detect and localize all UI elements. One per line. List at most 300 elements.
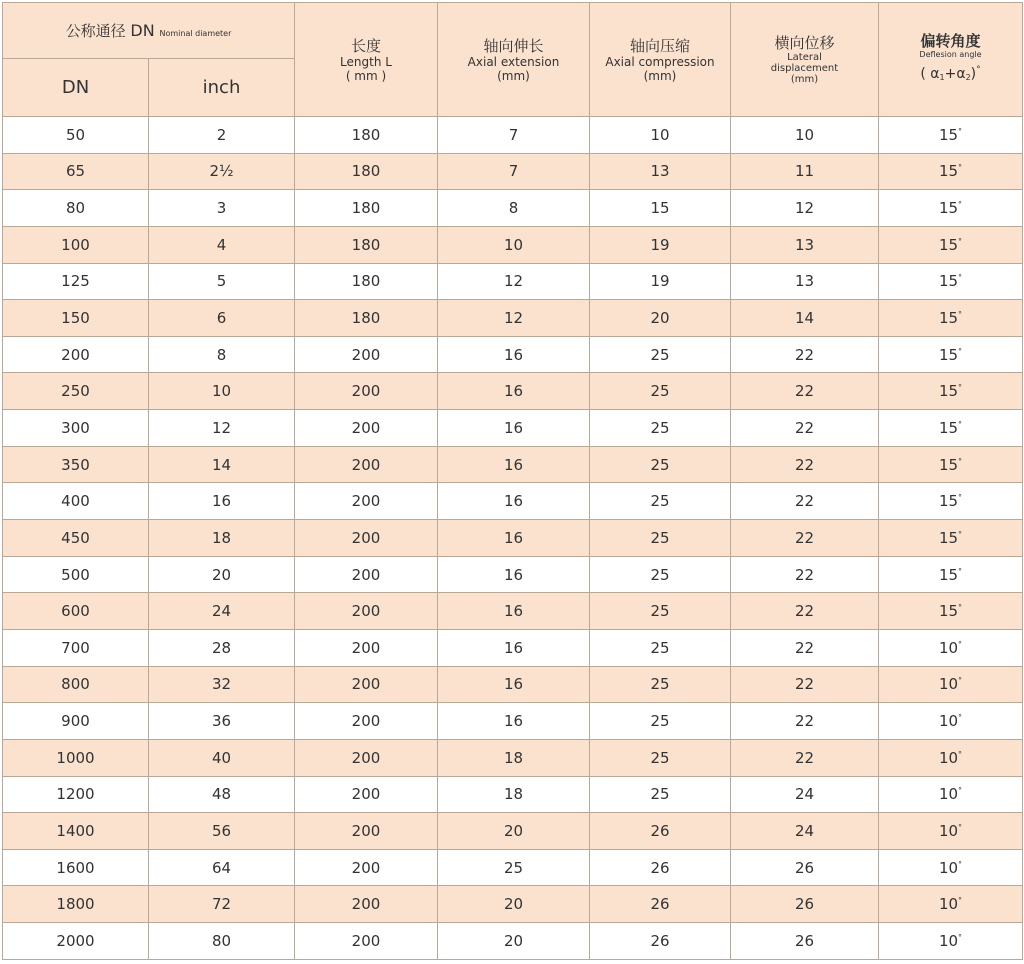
axial-compression-cell xyxy=(590,117,731,154)
inch-cell-value: 56 xyxy=(211,821,232,840)
length-cell-value: 200 xyxy=(351,638,381,657)
length-cell xyxy=(295,776,438,813)
formula-open: ( xyxy=(920,66,926,82)
inch-cell-value: 14 xyxy=(211,455,232,474)
axial-extension-cell-value: 12 xyxy=(503,309,524,328)
axial-extension-cell-value: 16 xyxy=(503,345,524,364)
lateral-displacement-cell-value: 22 xyxy=(794,345,815,364)
axial-extension-cell xyxy=(438,483,590,520)
deflection-angle-cell-value: 10 xyxy=(938,858,959,877)
lateral-displacement-cell-value: 22 xyxy=(794,675,815,694)
inch-cell xyxy=(149,556,295,593)
axial-compression-cell xyxy=(590,153,731,190)
axial-compression-cell xyxy=(590,446,731,483)
dn-cell-value: 2000 xyxy=(56,932,95,951)
nominal-diameter-zh: 公称通径 xyxy=(65,22,126,40)
axial-compression-cell-value: 26 xyxy=(650,821,670,840)
dn-cell-value: 1400 xyxy=(56,821,95,840)
length-zh: 长度 xyxy=(350,36,381,55)
inch-cell xyxy=(149,226,295,263)
degree-mark: ° xyxy=(958,273,963,283)
deflection-angle-cell xyxy=(879,373,1023,410)
length-cell-value: 180 xyxy=(351,272,381,291)
axial-compression-cell xyxy=(590,886,731,923)
axial-extension-cell-value: 16 xyxy=(503,492,524,511)
axial-extension-zh: 轴向伸长 xyxy=(483,36,544,55)
degree-mark: ° xyxy=(958,896,963,906)
dn-cell-value: 80 xyxy=(65,199,86,218)
degree-mark: ° xyxy=(958,456,963,466)
deflection-angle-cell-value: 15 xyxy=(938,272,959,291)
length-cell-value: 200 xyxy=(351,418,381,437)
axial-extension-cell-value: 12 xyxy=(503,272,524,291)
inch-cell xyxy=(149,629,295,666)
axial-compression-zh: 轴向压缩 xyxy=(629,36,690,55)
length-cell-value: 200 xyxy=(351,345,381,364)
length-cell-value: 180 xyxy=(351,162,381,181)
axial-compression-cell-value: 25 xyxy=(650,492,670,511)
length-cell xyxy=(295,520,438,557)
lateral-displacement-cell-value: 22 xyxy=(794,455,815,474)
axial-compression-cell xyxy=(590,190,731,227)
formula-alpha-1: α xyxy=(930,66,940,82)
inch-cell xyxy=(149,813,295,850)
lateral-displacement-cell xyxy=(731,886,879,923)
dn-cell-value: 500 xyxy=(61,565,90,584)
dn-cell xyxy=(3,117,149,154)
axial-compression-cell-value: 25 xyxy=(650,638,670,657)
inch-cell-value: 5 xyxy=(216,272,227,291)
deflection-angle-cell-value: 15 xyxy=(938,345,959,364)
degree-mark: ° xyxy=(958,200,963,210)
deflection-angle-cell xyxy=(879,629,1023,666)
dn-cell-value: 900 xyxy=(61,712,90,731)
deflection-angle-header xyxy=(879,3,1023,117)
lateral-displacement-cell xyxy=(731,373,879,410)
lateral-displacement-cell-value: 22 xyxy=(794,712,815,731)
deflection-angle-cell-value: 10 xyxy=(938,712,959,731)
deflection-en: Deflesion angle xyxy=(919,50,982,59)
length-cell xyxy=(295,886,438,923)
length-header xyxy=(295,3,438,117)
table-row xyxy=(3,336,1023,373)
deflection-angle-cell-value: 15 xyxy=(938,602,959,621)
deflection-angle-cell xyxy=(879,776,1023,813)
deflection-angle-cell xyxy=(879,263,1023,300)
deflection-angle-cell xyxy=(879,190,1023,227)
axial-extension-cell-value: 10 xyxy=(503,235,524,254)
axial-extension-cell xyxy=(438,520,590,557)
table-row xyxy=(3,153,1023,190)
axial-compression-cell xyxy=(590,263,731,300)
lateral-displacement-cell xyxy=(731,483,879,520)
axial-extension-cell xyxy=(438,629,590,666)
lateral-displacement-cell xyxy=(731,410,879,447)
lateral-displacement-cell xyxy=(731,300,879,337)
inch-cell xyxy=(149,300,295,337)
axial-extension-cell-value: 7 xyxy=(508,125,519,144)
axial-compression-cell xyxy=(590,556,731,593)
degree-mark: ° xyxy=(958,346,963,356)
formula-sub-2: 2 xyxy=(965,73,971,82)
axial-extension-cell-value: 16 xyxy=(503,382,524,401)
lateral-displacement-cell xyxy=(731,739,879,776)
deflection-angle-cell-value: 15 xyxy=(938,199,959,218)
deflection-angle-cell xyxy=(879,117,1023,154)
dn-cell-value: 450 xyxy=(61,528,90,547)
axial-extension-cell-value: 8 xyxy=(508,199,519,218)
deflection-angle-cell-value: 15 xyxy=(938,162,959,181)
lateral-displacement-cell xyxy=(731,849,879,886)
lateral-displacement-cell-value: 10 xyxy=(794,125,815,144)
dn-cell xyxy=(3,886,149,923)
axial-compression-cell-value: 26 xyxy=(650,858,670,877)
degree-mark: ° xyxy=(958,749,963,759)
lateral-displacement-cell-value: 24 xyxy=(794,785,815,804)
length-cell xyxy=(295,226,438,263)
length-cell-value: 200 xyxy=(351,675,381,694)
dn-cell xyxy=(3,226,149,263)
deflection-angle-cell xyxy=(879,849,1023,886)
deflection-angle-cell-value: 10 xyxy=(938,895,959,914)
length-cell xyxy=(295,703,438,740)
dn-cell xyxy=(3,336,149,373)
deflection-angle-cell xyxy=(879,923,1023,960)
length-cell-value: 200 xyxy=(351,565,381,584)
axial-extension-unit: (mm) xyxy=(497,68,530,83)
dn-header: DN xyxy=(3,59,149,117)
dn-cell-value: 1800 xyxy=(56,895,95,914)
dn-cell-value: 65 xyxy=(65,162,86,181)
axial-compression-cell xyxy=(590,849,731,886)
table-body xyxy=(3,117,1023,960)
length-cell-value: 200 xyxy=(351,785,381,804)
lateral-displacement-cell xyxy=(731,556,879,593)
deflection-zh: 偏转角度 xyxy=(920,32,981,50)
axial-extension-cell-value: 18 xyxy=(503,748,524,767)
axial-extension-cell xyxy=(438,593,590,630)
lateral-displacement-cell-value: 13 xyxy=(794,272,815,291)
deflection-angle-cell-value: 10 xyxy=(938,821,959,840)
length-cell xyxy=(295,923,438,960)
lateral-en-2: displacement xyxy=(770,63,839,74)
axial-compression-cell xyxy=(590,813,731,850)
lateral-displacement-cell xyxy=(731,593,879,630)
lateral-displacement-cell-value: 22 xyxy=(794,382,815,401)
length-cell-value: 200 xyxy=(351,895,381,914)
deflection-angle-cell-value: 15 xyxy=(938,528,959,547)
inch-cell xyxy=(149,483,295,520)
deflection-angle-cell xyxy=(879,336,1023,373)
deflection-angle-cell xyxy=(879,226,1023,263)
lateral-displacement-cell-value: 22 xyxy=(794,602,815,621)
dn-cell-value: 1600 xyxy=(56,858,95,877)
table-row xyxy=(3,813,1023,850)
length-cell-value: 200 xyxy=(351,712,381,731)
dn-cell-value: 200 xyxy=(61,345,90,364)
deflection-angle-cell-value: 10 xyxy=(938,785,959,804)
lateral-displacement-cell xyxy=(731,446,879,483)
lateral-displacement-cell xyxy=(731,226,879,263)
table-row xyxy=(3,923,1023,960)
table-row xyxy=(3,703,1023,740)
axial-extension-cell xyxy=(438,739,590,776)
table-row xyxy=(3,739,1023,776)
axial-compression-cell-value: 25 xyxy=(650,785,670,804)
degree-mark: ° xyxy=(958,713,963,723)
length-cell xyxy=(295,446,438,483)
inch-cell-value: 6 xyxy=(216,309,227,328)
deflection-angle-cell-value: 15 xyxy=(938,125,959,144)
length-cell xyxy=(295,629,438,666)
axial-extension-cell xyxy=(438,776,590,813)
axial-extension-cell-value: 16 xyxy=(503,675,524,694)
axial-compression-cell-value: 25 xyxy=(650,418,670,437)
inch-cell-value: 10 xyxy=(211,382,232,401)
length-cell-value: 200 xyxy=(351,858,381,877)
table-row xyxy=(3,629,1023,666)
length-cell xyxy=(295,117,438,154)
length-cell-value: 200 xyxy=(351,932,381,951)
dn-cell xyxy=(3,483,149,520)
inch-cell xyxy=(149,446,295,483)
dn-cell xyxy=(3,593,149,630)
dn-cell xyxy=(3,373,149,410)
axial-extension-cell-value: 18 xyxy=(503,785,524,804)
lateral-displacement-cell xyxy=(731,813,879,850)
length-cell xyxy=(295,190,438,227)
axial-extension-cell xyxy=(438,336,590,373)
axial-compression-cell-value: 15 xyxy=(650,199,670,218)
lateral-displacement-cell-value: 26 xyxy=(794,895,815,914)
inch-header: inch xyxy=(149,59,295,117)
table-row xyxy=(3,410,1023,447)
deflection-angle-cell xyxy=(879,483,1023,520)
axial-compression-cell-value: 25 xyxy=(650,565,670,584)
axial-compression-cell xyxy=(590,483,731,520)
lateral-displacement-cell xyxy=(731,520,879,557)
axial-extension-cell xyxy=(438,446,590,483)
lateral-displacement-cell xyxy=(731,153,879,190)
length-cell-value: 200 xyxy=(351,748,381,767)
table-row xyxy=(3,373,1023,410)
dn-cell xyxy=(3,813,149,850)
axial-compression-cell-value: 25 xyxy=(650,345,670,364)
length-cell xyxy=(295,666,438,703)
dn-cell-value: 150 xyxy=(61,309,90,328)
axial-compression-cell-value: 19 xyxy=(650,235,670,254)
formula-plus: + xyxy=(944,66,957,82)
table-row xyxy=(3,117,1023,154)
inch-cell-value: 4 xyxy=(216,235,227,254)
length-cell-value: 200 xyxy=(351,528,381,547)
degree-mark: ° xyxy=(958,310,963,320)
length-cell xyxy=(295,373,438,410)
deflection-angle-cell-value: 15 xyxy=(938,382,959,401)
axial-extension-cell xyxy=(438,373,590,410)
axial-extension-cell-value: 16 xyxy=(503,418,524,437)
inch-cell-value: 2 xyxy=(216,125,227,144)
inch-cell xyxy=(149,336,295,373)
axial-compression-header xyxy=(590,3,731,117)
inch-cell-value: 72 xyxy=(211,895,232,914)
axial-compression-cell xyxy=(590,520,731,557)
axial-extension-cell-value: 7 xyxy=(508,162,519,181)
formula-sub-1: 1 xyxy=(939,73,945,82)
axial-extension-cell xyxy=(438,153,590,190)
axial-compression-cell xyxy=(590,923,731,960)
axial-compression-cell-value: 20 xyxy=(650,309,670,328)
lateral-displacement-cell xyxy=(731,263,879,300)
lateral-displacement-cell xyxy=(731,190,879,227)
deflection-formula xyxy=(879,61,1022,87)
table-row xyxy=(3,263,1023,300)
length-cell xyxy=(295,483,438,520)
deflection-angle-cell-value: 10 xyxy=(938,638,959,657)
axial-extension-cell xyxy=(438,410,590,447)
degree-mark: ° xyxy=(958,822,963,832)
lateral-displacement-cell xyxy=(731,117,879,154)
lateral-displacement-cell xyxy=(731,666,879,703)
axial-extension-en: Axial extension xyxy=(467,54,560,69)
degree-mark: ° xyxy=(958,786,963,796)
lateral-displacement-cell xyxy=(731,629,879,666)
axial-compression-cell xyxy=(590,776,731,813)
axial-compression-cell xyxy=(590,373,731,410)
table-row xyxy=(3,776,1023,813)
deflection-angle-cell xyxy=(879,446,1023,483)
length-cell-value: 180 xyxy=(351,309,381,328)
degree-mark: ° xyxy=(958,676,963,686)
nominal-diameter-header xyxy=(3,3,295,59)
axial-extension-cell xyxy=(438,923,590,960)
axial-compression-cell xyxy=(590,226,731,263)
table-row xyxy=(3,446,1023,483)
inch-cell xyxy=(149,190,295,227)
table-row xyxy=(3,226,1023,263)
nominal-diameter-code: DN xyxy=(130,21,155,40)
dn-cell xyxy=(3,776,149,813)
degree-mark: ° xyxy=(958,126,963,136)
dn-cell-value: 250 xyxy=(61,382,90,401)
inch-cell-value: 3 xyxy=(216,199,227,218)
lateral-displacement-cell-value: 11 xyxy=(794,162,815,181)
inch-cell-value: 48 xyxy=(211,785,232,804)
length-cell-value: 180 xyxy=(351,235,381,254)
dn-cell xyxy=(3,739,149,776)
dn-cell-value: 600 xyxy=(61,602,90,621)
deflection-angle-cell-value: 15 xyxy=(938,492,959,511)
inch-cell xyxy=(149,923,295,960)
inch-cell xyxy=(149,520,295,557)
axial-compression-en: Axial compression xyxy=(605,54,715,69)
table-row xyxy=(3,886,1023,923)
axial-compression-cell-value: 25 xyxy=(650,528,670,547)
dn-cell-value: 1200 xyxy=(56,785,95,804)
inch-cell-value: 40 xyxy=(211,748,232,767)
deflection-angle-cell-value: 10 xyxy=(938,675,959,694)
degree-mark: ° xyxy=(958,529,963,539)
length-cell xyxy=(295,739,438,776)
table-row xyxy=(3,666,1023,703)
axial-compression-cell-value: 25 xyxy=(650,382,670,401)
inch-cell xyxy=(149,263,295,300)
axial-extension-header xyxy=(438,3,590,117)
inch-cell-value: 16 xyxy=(211,492,232,511)
deflection-angle-cell xyxy=(879,666,1023,703)
degree-mark: ° xyxy=(958,163,963,173)
lateral-displacement-cell-value: 22 xyxy=(794,492,815,511)
length-cell-value: 200 xyxy=(351,602,381,621)
lateral-displacement-cell-value: 22 xyxy=(794,565,815,584)
inch-cell-value: 32 xyxy=(211,675,232,694)
formula-degree: ° xyxy=(976,65,981,75)
deflection-angle-cell-value: 15 xyxy=(938,309,959,328)
deflection-angle-cell-value: 10 xyxy=(938,932,959,951)
dn-cell xyxy=(3,263,149,300)
lateral-displacement-cell xyxy=(731,336,879,373)
dn-cell-value: 125 xyxy=(61,272,90,291)
axial-extension-cell-value: 25 xyxy=(503,858,524,877)
axial-compression-cell-value: 19 xyxy=(650,272,670,291)
axial-extension-cell xyxy=(438,117,590,154)
nominal-diameter-en: Nominal diameter xyxy=(159,29,232,38)
axial-compression-cell-value: 25 xyxy=(650,748,670,767)
dn-cell xyxy=(3,629,149,666)
deflection-angle-cell xyxy=(879,813,1023,850)
axial-extension-cell xyxy=(438,300,590,337)
dn-cell-value: 300 xyxy=(61,418,90,437)
lateral-displacement-cell-value: 12 xyxy=(794,199,815,218)
axial-extension-cell xyxy=(438,556,590,593)
dn-cell xyxy=(3,300,149,337)
deflection-angle-cell xyxy=(879,153,1023,190)
axial-extension-cell xyxy=(438,703,590,740)
length-cell xyxy=(295,849,438,886)
deflection-angle-cell-value: 15 xyxy=(938,418,959,437)
length-cell xyxy=(295,336,438,373)
axial-extension-cell xyxy=(438,886,590,923)
inch-cell xyxy=(149,373,295,410)
lateral-displacement-cell-value: 26 xyxy=(794,932,815,951)
axial-extension-cell xyxy=(438,813,590,850)
specification-table xyxy=(2,2,1023,960)
axial-compression-cell-value: 25 xyxy=(650,712,670,731)
length-en: Length L xyxy=(340,54,392,69)
degree-mark: ° xyxy=(958,236,963,246)
axial-extension-cell-value: 16 xyxy=(503,602,524,621)
inch-cell xyxy=(149,117,295,154)
axial-compression-cell xyxy=(590,629,731,666)
table-row xyxy=(3,593,1023,630)
inch-cell xyxy=(149,593,295,630)
lateral-displacement-cell-value: 22 xyxy=(794,528,815,547)
inch-cell xyxy=(149,886,295,923)
axial-compression-cell-value: 26 xyxy=(650,895,670,914)
inch-cell xyxy=(149,849,295,886)
axial-extension-cell xyxy=(438,666,590,703)
inch-cell-value: 2½ xyxy=(209,162,234,181)
inch-cell-value: 12 xyxy=(211,418,232,437)
inch-cell xyxy=(149,153,295,190)
deflection-angle-cell xyxy=(879,739,1023,776)
inch-cell xyxy=(149,739,295,776)
axial-compression-cell-value: 26 xyxy=(650,932,670,951)
length-cell xyxy=(295,410,438,447)
length-cell-value: 200 xyxy=(351,455,381,474)
axial-extension-cell xyxy=(438,263,590,300)
inch-cell-value: 64 xyxy=(211,858,232,877)
